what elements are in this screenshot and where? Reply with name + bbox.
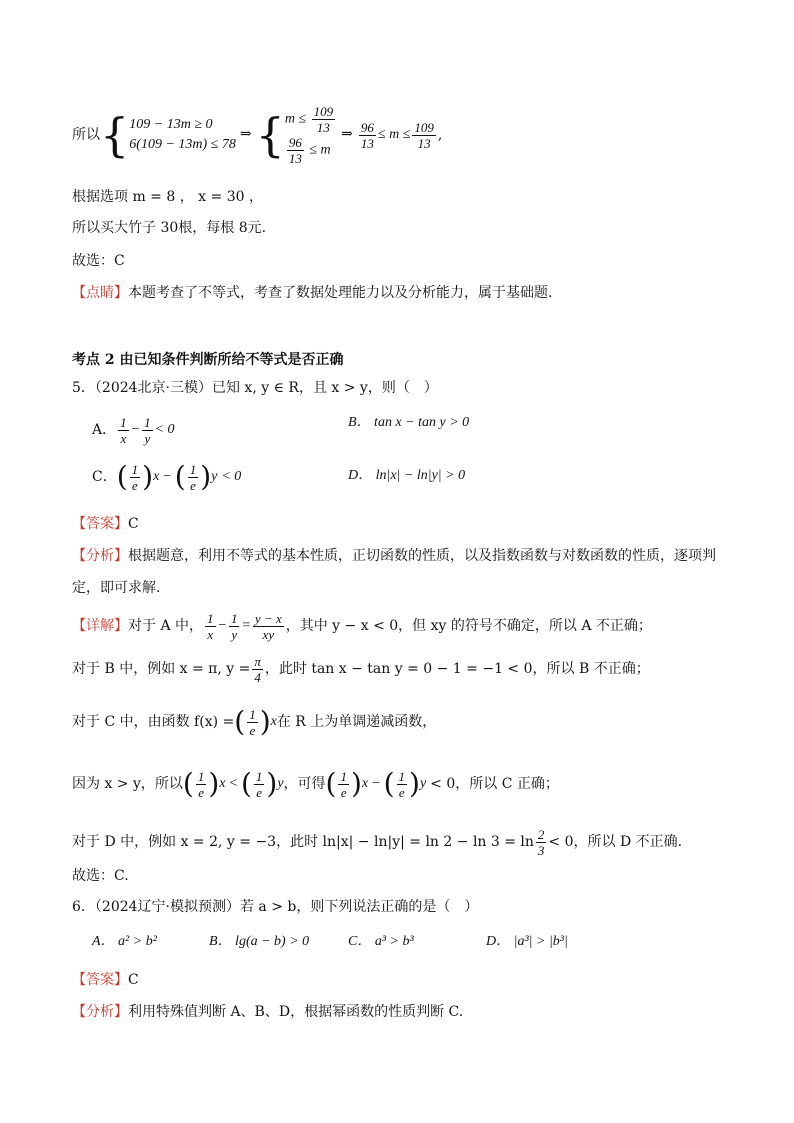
q5-analysis-line-2: 定，即可求解.: [72, 580, 161, 596]
fraction-pi-4: [252, 654, 263, 685]
result-end: ,: [437, 127, 443, 143]
paren-close: ): [208, 767, 220, 800]
exponent-y: y: [211, 469, 218, 484]
result-middle: ≤ m ≤: [377, 127, 411, 142]
implies-arrow-2: ⇒: [341, 127, 353, 142]
comment-text: 本题考查了不等式，考查了数据处理能力以及分析能力，属于基础题.: [128, 285, 553, 301]
q5-detail-b: [72, 651, 650, 687]
left-brace-2: {: [255, 108, 285, 162]
paren-close: ): [409, 767, 420, 800]
comment-line: [72, 283, 552, 303]
fraction-num: 1: [189, 461, 197, 477]
fraction-num: 1: [131, 461, 139, 477]
paren-close: ): [200, 460, 212, 493]
paren-open: (: [234, 705, 246, 738]
paren-open: (: [182, 767, 194, 800]
fraction-den: xy: [262, 626, 275, 642]
answer-value: C: [128, 516, 139, 532]
q5-answer: [72, 514, 139, 534]
fraction-1-e: [130, 462, 141, 493]
system-1: [129, 115, 236, 155]
system-2-line-2: [285, 135, 337, 166]
less-than-sign: <: [228, 776, 238, 791]
detail-c2-mid: ，可得: [283, 776, 326, 792]
fraction-num: 1: [144, 414, 151, 430]
fraction-den: e: [132, 477, 138, 493]
detail-b-post: ，此时 tan x − tan y = 0 − 1 = −1 < 0，所以 B 不正确；: [264, 661, 650, 677]
q5-option-c: [92, 455, 241, 499]
q5-option-b: B． tan x − tan y > 0: [348, 415, 470, 430]
fraction-den: e: [249, 722, 256, 738]
inequality-system-line: [72, 100, 442, 170]
equals-sign: =: [241, 618, 251, 633]
q5-choose: 故选：C.: [72, 868, 129, 884]
fraction-num: 1: [249, 706, 256, 722]
fraction-den: e: [198, 784, 204, 800]
q6-stem: 6．（2024辽宁·模拟预测）若 a > b，则下列说法正确的是（ ）: [72, 899, 479, 915]
implies-arrow-1: ⇒: [239, 127, 252, 142]
fraction-den: 13: [417, 135, 431, 151]
options-line: 根据选项 m = 8 ， x = 30 ，: [72, 189, 263, 205]
minus-sign: −: [371, 776, 381, 791]
q5-option-c-rest: < 0: [221, 469, 242, 484]
system-2: [285, 104, 337, 166]
fraction-den: y: [144, 430, 151, 446]
fraction-1-e: [338, 769, 349, 800]
fraction-1-y: [142, 415, 153, 446]
fraction-num: 1: [197, 768, 205, 784]
exponent-x: x: [270, 714, 277, 729]
section-title: 考点 2 由已知条件判断所给不等式是否正确: [72, 352, 344, 368]
q6-option-d: D． |a³| > |b³|: [486, 934, 568, 949]
q6-option-c: C． a³ > b³: [348, 934, 414, 949]
fraction-den: e: [190, 477, 196, 493]
q5-detail-c2: [72, 762, 559, 806]
fraction-96-13: [287, 135, 304, 166]
fraction-num: 1: [207, 610, 214, 626]
detail-c-post: 在 R 上为单调递减函数，: [276, 714, 437, 730]
paren-open: (: [116, 460, 128, 493]
exponent-x: x: [153, 469, 160, 484]
detail-c2-pre: 因为 x > y，所以: [72, 776, 183, 792]
detail-a-pre: 对于 A 中，: [128, 618, 204, 634]
fraction-num: 2: [537, 826, 545, 842]
fraction-den: 4: [254, 669, 261, 685]
paren-close: ): [259, 705, 271, 738]
fraction-1-e: [188, 462, 199, 493]
system-2-line-2-right: ≤ m: [309, 142, 331, 158]
exponent-y: y: [277, 776, 284, 791]
minus-sign: −: [130, 422, 141, 437]
analysis-text: 根据题意，利用不等式的基本性质，正切函数的性质，以及指数函数与对数函数的性质，逐项判: [128, 548, 716, 564]
fraction-y-minus-x-over-xy: [253, 611, 284, 642]
minus-sign: −: [217, 618, 227, 633]
fraction-num: 1: [255, 768, 263, 784]
fraction-num: 96: [360, 119, 374, 135]
fraction-den: e: [256, 784, 263, 800]
minus-sign: −: [162, 469, 172, 484]
q6-answer: [72, 970, 139, 990]
paren-close: ): [142, 460, 154, 493]
fraction-den: 13: [288, 151, 302, 166]
fraction-num: 1: [120, 414, 127, 430]
paren-open: (: [383, 767, 395, 800]
detail-tag: 【详解】: [72, 618, 128, 634]
q5-analysis-line-1: [72, 546, 716, 566]
exponent-x: x: [219, 776, 226, 791]
q5-detail-a: [72, 608, 652, 644]
answer-tag: 【答案】: [72, 972, 128, 988]
fraction-num: 1: [340, 768, 347, 784]
system-1-line-2: 6(109 − 13m) ≤ 78: [129, 137, 236, 152]
fraction-1-x: [118, 415, 129, 446]
fraction-1-x: [205, 611, 216, 642]
exponent-x: x: [361, 776, 369, 791]
q5-option-d: D． ln|x| − ln|y| > 0: [348, 468, 466, 483]
q5-detail-c: [72, 700, 436, 744]
system-1-line-1: 109 − 13m ≥ 0: [129, 117, 213, 132]
fraction-2-3: [536, 827, 547, 858]
fraction-1-e: [196, 769, 207, 800]
detail-b-pre: 对于 B 中，例如 x = π, y =: [72, 661, 251, 677]
fraction-109-13: [312, 104, 336, 135]
paren-open: (: [325, 767, 337, 800]
q6-option-b: B． lg(a − b) > 0: [209, 934, 310, 949]
q5-detail-d: [72, 824, 682, 860]
fraction-den: e: [398, 784, 405, 800]
q5-stem: 5．（2024北京·三模）已知 x, y ∈ R，且 x > y，则（ ）: [72, 380, 438, 396]
fraction-num: 1: [398, 768, 406, 784]
fraction-den: e: [340, 784, 347, 800]
analysis-tag: 【分析】: [72, 1004, 128, 1020]
so-prefix: 所以: [72, 127, 100, 143]
q5-option-a: [92, 410, 175, 450]
fraction-num: 109: [313, 104, 334, 119]
q6-option-a: A． a² > b²: [92, 934, 157, 949]
fraction-den: 13: [316, 120, 330, 135]
detail-d-pre: 对于 D 中，例如 x = 2, y = −3，此时 ln|x| − ln|y| = ln 2 − ln 3 = ln: [72, 834, 534, 850]
fraction-1-y: [229, 611, 240, 642]
paren-close: ): [350, 767, 362, 800]
q5-option-a-rest: < 0: [154, 422, 175, 437]
choose-line-1: 故选：C: [72, 253, 125, 269]
fraction-num: y − x: [254, 610, 282, 626]
fraction-1-e: [247, 707, 258, 738]
system-2-line-1-left: m ≤: [284, 111, 307, 127]
fraction-den: x: [207, 626, 214, 642]
fraction-den: 3: [537, 842, 545, 858]
fraction-den: y: [231, 626, 238, 642]
result-fraction-left: [359, 120, 376, 151]
fraction-num: 109: [414, 119, 434, 135]
comment-tag: 【点睛】: [72, 285, 128, 301]
fraction-1-e: [397, 769, 408, 800]
buy-line: 所以买大竹子 30根，每根 8元.: [72, 220, 267, 236]
result-fraction-right: [412, 120, 436, 151]
fraction-den: 13: [360, 135, 374, 151]
fraction-num: π: [254, 653, 261, 669]
detail-a-post: ，其中 y − x < 0，但 xy 的符号不确定，所以 A 不正确；: [285, 618, 652, 634]
system-2-line-1: [285, 104, 337, 135]
paren-open: (: [174, 460, 186, 493]
left-brace-1: {: [100, 108, 130, 162]
detail-c2-post: < 0，所以 C 正确；: [430, 776, 559, 792]
paren-close: ): [266, 767, 278, 800]
detail-d-post: < 0，所以 D 不正确.: [548, 834, 683, 850]
answer-tag: 【答案】: [72, 516, 128, 532]
paren-open: (: [240, 767, 252, 800]
fraction-num: 1: [230, 610, 238, 626]
q5-option-a-label: A．: [92, 422, 117, 438]
analysis-tag: 【分析】: [72, 548, 128, 564]
q5-option-c-label: C．: [92, 469, 117, 485]
exponent-y: y: [419, 776, 427, 791]
fraction-num: 96: [288, 135, 302, 150]
answer-value: C: [128, 972, 139, 988]
fraction-1-e: [254, 769, 265, 800]
analysis-text: 利用特殊值判断 A、B、D，根据幂函数的性质判断 C.: [128, 1004, 464, 1020]
detail-c-pre: 对于 C 中，由函数 f(x) =: [72, 714, 235, 730]
fraction-den: x: [120, 430, 127, 446]
q6-analysis: [72, 1002, 463, 1022]
